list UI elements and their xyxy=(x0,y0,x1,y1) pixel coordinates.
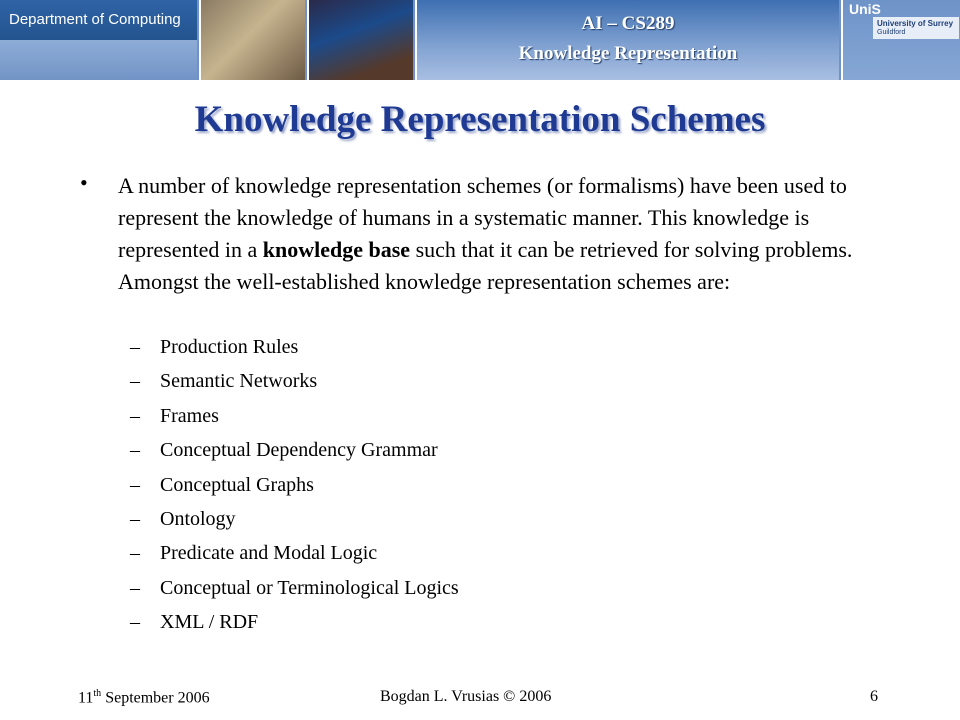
list-item xyxy=(130,504,459,538)
dash-icon: – xyxy=(130,507,140,530)
footer-date-rest: September 2006 xyxy=(101,689,210,707)
dash-icon: – xyxy=(130,336,140,358)
bullet-bold-term: knowledge base xyxy=(262,237,411,262)
list-item-label: Ontology xyxy=(160,507,236,530)
list-item xyxy=(130,607,459,641)
list-item-label: Semantic Networks xyxy=(160,370,318,393)
footer-date xyxy=(78,688,210,707)
dash-icon: – xyxy=(130,542,140,565)
list-item xyxy=(130,401,459,435)
bullet-paragraph xyxy=(118,170,898,298)
dash-icon: – xyxy=(130,404,140,427)
university-name-box xyxy=(873,17,959,39)
list-item xyxy=(130,470,459,504)
header-banner xyxy=(0,0,960,80)
list-item-label: Conceptual Graphs xyxy=(160,473,314,496)
list-item-label: Predicate and Modal Logic xyxy=(160,542,378,565)
dash-icon: – xyxy=(130,473,140,496)
dash-icon: – xyxy=(130,576,140,599)
bullet-text-before: A number of knowledge representation schemes (or formalisms) have been used to represent the knowledge of humans in a systematic manner. This knowledge is represented in a xyxy=(118,173,847,262)
list-item xyxy=(130,573,459,607)
course-subject: Knowledge Representation xyxy=(518,43,738,64)
university-name: University of Surrey xyxy=(877,19,954,28)
unis-logo-text: UniS xyxy=(849,1,881,17)
department-banner-lower xyxy=(0,40,197,80)
list-item-label: Frames xyxy=(160,404,219,427)
list-item xyxy=(130,366,459,400)
dash-icon: – xyxy=(130,370,140,393)
header-photo-students xyxy=(307,0,413,80)
scheme-list xyxy=(130,332,459,642)
course-code: AI – CS289 xyxy=(581,13,675,34)
dash-icon: – xyxy=(130,611,140,634)
list-item-label: XML / RDF xyxy=(160,611,259,634)
department-label: Department of Computing xyxy=(0,0,197,40)
footer-author: Bogdan L. Vrusias © 2006 xyxy=(380,688,552,705)
list-item-label: Conceptual or Terminological Logics xyxy=(160,576,459,599)
university-logo xyxy=(841,0,960,80)
course-title-box xyxy=(415,0,839,80)
list-item-label: Production Rules xyxy=(160,336,299,358)
list-item xyxy=(130,435,459,469)
bullet-text-after: such that it can be retrieved for solving problems. Amongst the well-established knowledge representation schemes are: xyxy=(118,237,853,294)
list-item xyxy=(130,332,459,366)
bullet-icon: • xyxy=(80,170,88,195)
university-town: Guildford xyxy=(877,29,906,36)
list-item xyxy=(130,538,459,572)
list-item-label: Conceptual Dependency Grammar xyxy=(160,439,438,462)
dash-icon: – xyxy=(130,439,140,462)
header-photo-lab xyxy=(199,0,305,80)
footer-date-suffix: th xyxy=(93,688,102,699)
page-number: 6 xyxy=(870,688,878,705)
slide-title: Knowledge Representation Schemes xyxy=(194,99,766,140)
footer-date-day: 11 xyxy=(78,689,94,707)
